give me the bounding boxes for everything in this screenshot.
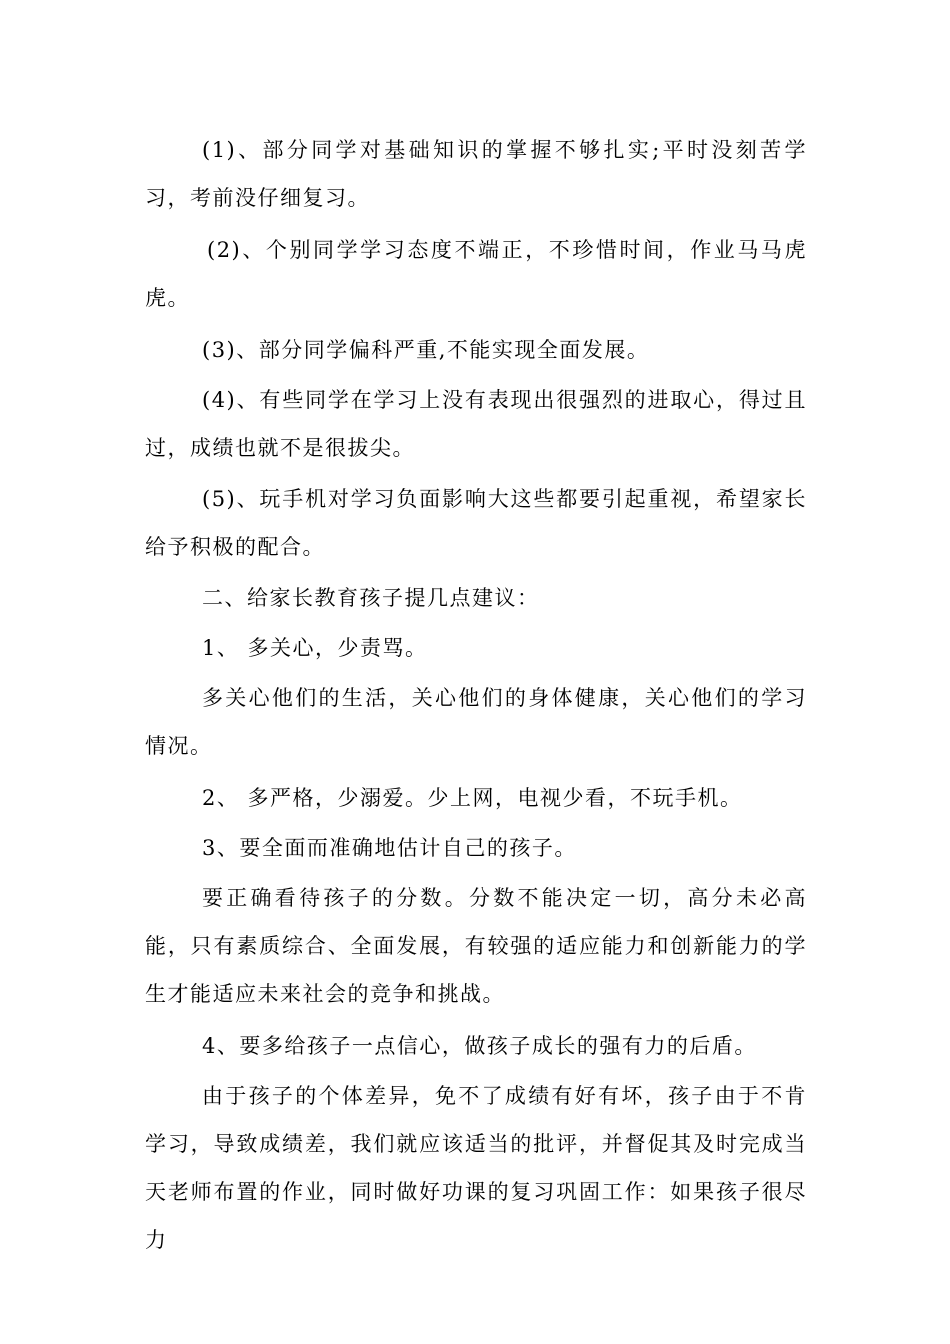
suggestion-2-heading: 2、 多严格，少溺爱。少上网，电视少看，不玩手机。	[202, 786, 743, 810]
paragraph-reason-2: (2)、个别同学学习态度不端正，不珍惜时间，作业马马虎虎。	[145, 238, 807, 310]
suggestion-4-heading: 4、要多给孩子一点信心，做孩子成长的强有力的后盾。	[202, 1034, 757, 1058]
paragraph-reason-3: (3)、部分同学偏科严重,不能实现全面发展。	[202, 338, 650, 362]
suggestion-1-body: 多关心他们的生活，关心他们的身体健康，关心他们的学习情况。	[145, 686, 807, 758]
section-heading-suggestions: 二、给家长教育孩子提几点建议：	[202, 586, 540, 610]
paragraph-reason-1: (1)、部分同学对基础知识的掌握不够扎实;平时没刻苦学习，考前没仔细复习。	[145, 138, 807, 210]
paragraph-reason-5: (5)、玩手机对学习负面影响大这些都要引起重视，希望家长给予积极的配合。	[145, 487, 807, 559]
paragraph-reason-4: (4)、有些同学在学习上没有表现出很强烈的进取心，得过且过，成绩也就不是很拔尖。	[145, 388, 807, 460]
suggestion-3-heading: 3、要全面而准确地估计自己的孩子。	[202, 836, 577, 860]
suggestion-4-body: 由于孩子的个体差异，免不了成绩有好有坏，孩子由于不肯学习，导致成绩差，我们就应该适当的批评，并督促其及时完成当天老师布置的作业，同时做好功课的复习巩固工作：如果孩子很尽力	[145, 1084, 807, 1252]
suggestion-3-body: 要正确看待孩子的分数。分数不能决定一切，高分未必高能，只有素质综合、全面发展，有较强的适应能力和创新能力的学生才能适应未来社会的竞争和挑战。	[145, 886, 807, 1006]
suggestion-1-heading: 1、 多关心，少责骂。	[202, 636, 428, 660]
